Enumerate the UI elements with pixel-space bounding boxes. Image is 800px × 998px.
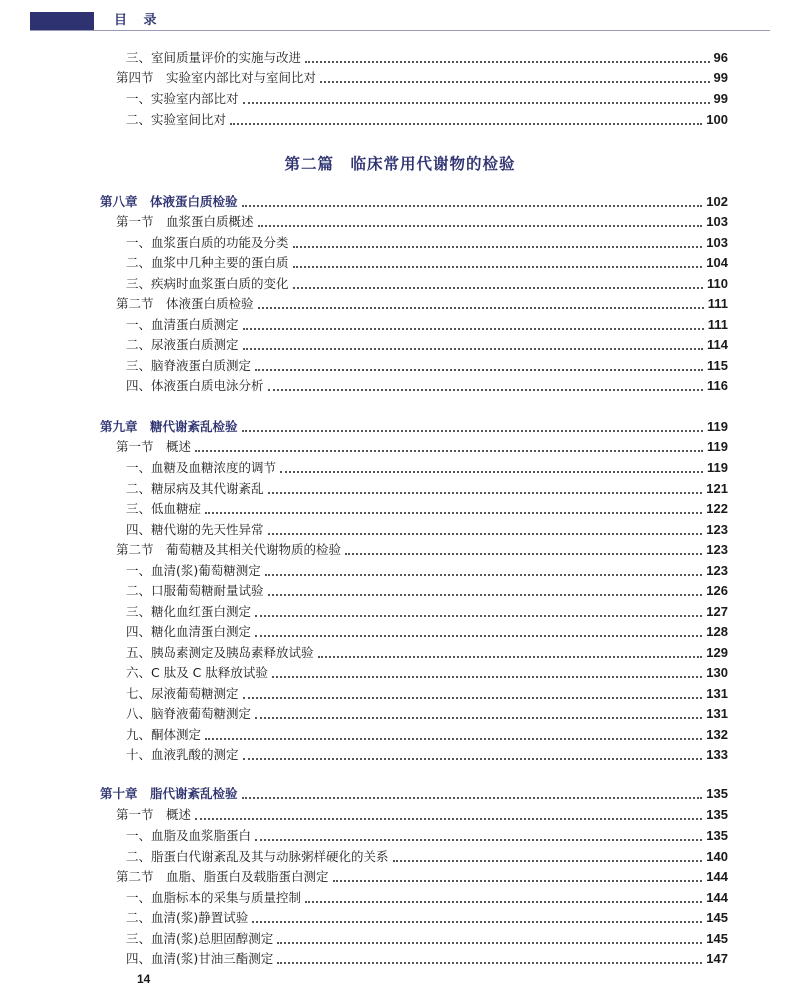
toc-subsection-entry[interactable] [126,333,728,353]
toc-entry-title: 第一节 血浆蛋白质概述 [116,214,254,229]
dot-leader [293,266,703,268]
toc-entry-page: 122 [706,501,728,516]
toc-subsection-entry[interactable] [126,641,728,661]
dot-leader [242,205,703,207]
toc-subsection-entry[interactable] [126,559,728,579]
toc-entry-page: 145 [706,910,728,925]
dot-leader [320,81,710,83]
toc-section-entry[interactable] [116,435,728,455]
toc-entry-title: 二、血浆中几种主要的蛋白质 [126,255,289,270]
toc-entry-page: 144 [706,890,728,905]
toc-entry-page: 115 [707,358,728,373]
dot-leader [268,389,704,391]
toc-section-entry[interactable] [116,803,728,823]
toc-entry-page: 119 [707,460,728,475]
dot-leader [265,574,703,576]
dot-leader [255,717,702,719]
toc-entry-page: 103 [706,235,728,250]
toc-subsection-entry[interactable] [126,108,728,128]
toc-entry-page: 110 [707,276,728,291]
toc-entry-title: 第二节 体液蛋白质检验 [116,296,254,311]
toc-entry-page: 128 [706,624,728,639]
toc-subsection-entry[interactable] [126,231,728,251]
dot-leader [255,635,702,637]
toc-subsection-entry[interactable] [126,600,728,620]
toc-entry-page: 129 [706,645,728,660]
dot-leader [195,450,703,452]
toc-entry-page: 104 [706,255,728,270]
toc-chapter-entry[interactable] [100,190,728,210]
dot-leader [268,492,703,494]
toc-subsection-entry[interactable] [126,927,728,947]
toc-entry-title: 二、口服葡萄糖耐量试验 [126,583,264,598]
toc-entry-page: 131 [706,706,728,721]
dot-leader [230,123,702,125]
toc-subsection-entry[interactable] [126,947,728,967]
dot-leader [318,656,703,658]
toc-entry-title: 一、血清蛋白质测定 [126,317,239,332]
toc-subsection-entry[interactable] [126,46,728,66]
toc-entry-title: 四、糖化血清蛋白测定 [126,624,252,639]
toc-entry-page: 135 [706,786,728,801]
dot-leader [243,328,704,330]
toc-subsection-entry[interactable] [126,723,728,743]
toc-entry-page: 131 [706,686,728,701]
toc-entry-page: 103 [706,214,728,229]
toc-entry-title: 二、脂蛋白代谢紊乱及其与动脉粥样硬化的关系 [126,849,389,864]
toc-subsection-entry[interactable] [126,702,728,722]
toc-entry-page: 135 [706,828,728,843]
toc-entry-title: 第四节 实验室内部比对与室间比对 [116,70,317,85]
toc-entry-title: 第二节 葡萄糖及其相关代谢物质的检验 [116,542,342,557]
toc-entry-page: 114 [707,337,728,352]
toc-entry-title: 三、疾病时血浆蛋白质的变化 [126,276,289,291]
toc-entry-title: 十、血液乳酸的测定 [126,747,239,762]
toc-entry-page: 147 [706,951,728,966]
dot-leader [243,348,704,350]
toc-subsection-entry[interactable] [126,456,728,476]
toc-entry-title: 三、低血糖症 [126,501,202,516]
toc-entry-title: 三、室间质量评价的实施与改进 [126,50,302,65]
toc-subsection-entry[interactable] [126,620,728,640]
toc-entry-page: 111 [707,296,728,311]
toc-subsection-entry[interactable] [126,374,728,394]
toc-entry-page: 123 [706,542,728,557]
header-title: 目 录 [114,13,163,28]
toc-entry-title: 九、酮体测定 [126,727,202,742]
toc-entry-page: 145 [706,931,728,946]
dot-leader [272,676,702,678]
dot-leader [277,962,702,964]
toc-subsection-entry[interactable] [126,824,728,844]
toc-entry-page: 140 [706,849,728,864]
toc-entry-page: 121 [706,481,728,496]
toc-entry-title: 第十章 脂代谢紊乱检验 [100,786,238,801]
toc-entry-title: 第八章 体液蛋白质检验 [100,194,238,209]
toc-entry-title: 第一节 概述 [116,439,192,454]
toc-entry-page: 133 [706,747,728,762]
toc-subsection-entry[interactable] [126,886,728,906]
toc-entry-title: 七、尿液葡萄糖测定 [126,686,239,701]
toc-entry-page: 144 [706,869,728,884]
toc-entry-title: 八、脑脊液葡萄糖测定 [126,706,252,721]
dot-leader [258,225,703,227]
toc-entry-page: 123 [706,563,728,578]
page-number: 14 [137,972,151,986]
toc-subsection-entry[interactable] [126,845,728,865]
toc-entry-title: 第二节 血脂、脂蛋白及载脂蛋白测定 [116,869,329,884]
toc-entry-page: 132 [706,727,728,742]
toc-entry-title: 第一节 概述 [116,807,192,822]
dot-leader [293,287,704,289]
toc-entry-title: 三、脑脊液蛋白质测定 [126,358,252,373]
toc-subsection-entry[interactable] [126,579,728,599]
toc-subsection-entry[interactable] [126,518,728,538]
dot-leader [393,860,703,862]
toc-subsection-entry[interactable] [126,87,728,107]
toc-entry-page: 127 [706,604,728,619]
toc-subsection-entry[interactable] [126,477,728,497]
toc-entry-title: 一、血脂及血浆脂蛋白 [126,828,252,843]
toc-subsection-entry[interactable] [126,251,728,271]
toc-entry-title: 四、糖代谢的先天性异常 [126,522,264,537]
toc-entry-title: 一、血清(浆)葡萄糖测定 [126,563,261,578]
toc-entry-title: 二、尿液蛋白质测定 [126,337,239,352]
toc-entry-page: 99 [713,70,728,85]
toc-entry-title: 第九章 糖代谢紊乱检验 [100,419,238,434]
dot-leader [243,102,710,104]
toc-section-entry[interactable] [116,538,728,558]
toc-subsection-entry[interactable] [126,313,728,333]
dot-leader [305,901,702,903]
toc-entry-title: 一、实验室内部比对 [126,91,239,106]
toc-entry-page: 119 [707,439,728,454]
dot-leader [243,758,703,760]
dot-leader [243,697,703,699]
dot-leader [268,594,703,596]
toc-subsection-entry[interactable] [126,906,728,926]
toc-entry-page: 116 [707,378,728,393]
dot-leader [258,307,704,309]
toc-subsection-entry[interactable] [126,272,728,292]
toc-subsection-entry[interactable] [126,743,728,763]
toc-entry-title: 三、血清(浆)总胆固醇测定 [126,931,274,946]
toc-entry-title: 六、C 肽及 C 肽释放试验 [126,665,268,680]
dot-leader [255,839,702,841]
dot-leader [345,553,702,555]
toc-chapter-entry[interactable] [100,415,728,435]
toc-entry-page: 126 [706,583,728,598]
dot-leader [255,369,703,371]
part-title: 第二篇 临床常用代谢物的检验 [284,155,516,173]
toc-subsection-entry[interactable] [126,661,728,681]
toc-entry-title: 二、实验室间比对 [126,112,227,127]
toc-section-entry[interactable] [116,292,728,312]
dot-leader [252,921,702,923]
dot-leader [242,797,703,799]
dot-leader [293,246,703,248]
toc-entry-page: 123 [706,522,728,537]
dot-leader [268,533,703,535]
toc-entry-title: 二、糖尿病及其代谢紊乱 [126,481,264,496]
dot-leader [242,430,704,432]
toc-entry-title: 五、胰岛素测定及胰岛素释放试验 [126,645,314,660]
dot-leader [280,471,703,473]
toc-section-entry[interactable] [116,210,728,230]
toc-entry-page: 100 [706,112,728,127]
toc-subsection-entry[interactable] [126,354,728,374]
dot-leader [305,61,710,63]
toc-entry-title: 三、糖化血红蛋白测定 [126,604,252,619]
dot-leader [333,880,703,882]
toc-chapter-entry[interactable] [100,782,728,802]
toc-entry-title: 一、血浆蛋白质的功能及分类 [126,235,289,250]
toc-entry-title: 一、血脂标本的采集与质量控制 [126,890,302,905]
dot-leader [205,738,702,740]
toc-entry-page: 135 [706,807,728,822]
toc-entry-page: 102 [706,194,728,209]
toc-entry-title: 四、血清(浆)甘油三酯测定 [126,951,274,966]
toc-section-entry[interactable] [116,865,728,885]
toc-subsection-entry[interactable] [126,682,728,702]
toc-entry-title: 一、血糖及血糖浓度的调节 [126,460,277,475]
toc-entry-page: 96 [713,50,728,65]
toc-entry-title: 二、血清(浆)静置试验 [126,910,249,925]
dot-leader [255,615,702,617]
toc-subsection-entry[interactable] [126,497,728,517]
toc-section-entry[interactable] [116,66,728,86]
toc-entry-title: 四、体液蛋白质电泳分析 [126,378,264,393]
toc-entry-page: 130 [706,665,728,680]
toc-entry-page: 99 [713,91,728,106]
dot-leader [205,512,702,514]
toc-entry-page: 111 [707,317,728,332]
dot-leader [277,942,702,944]
dot-leader [195,818,702,820]
toc-entry-page: 119 [707,419,728,434]
